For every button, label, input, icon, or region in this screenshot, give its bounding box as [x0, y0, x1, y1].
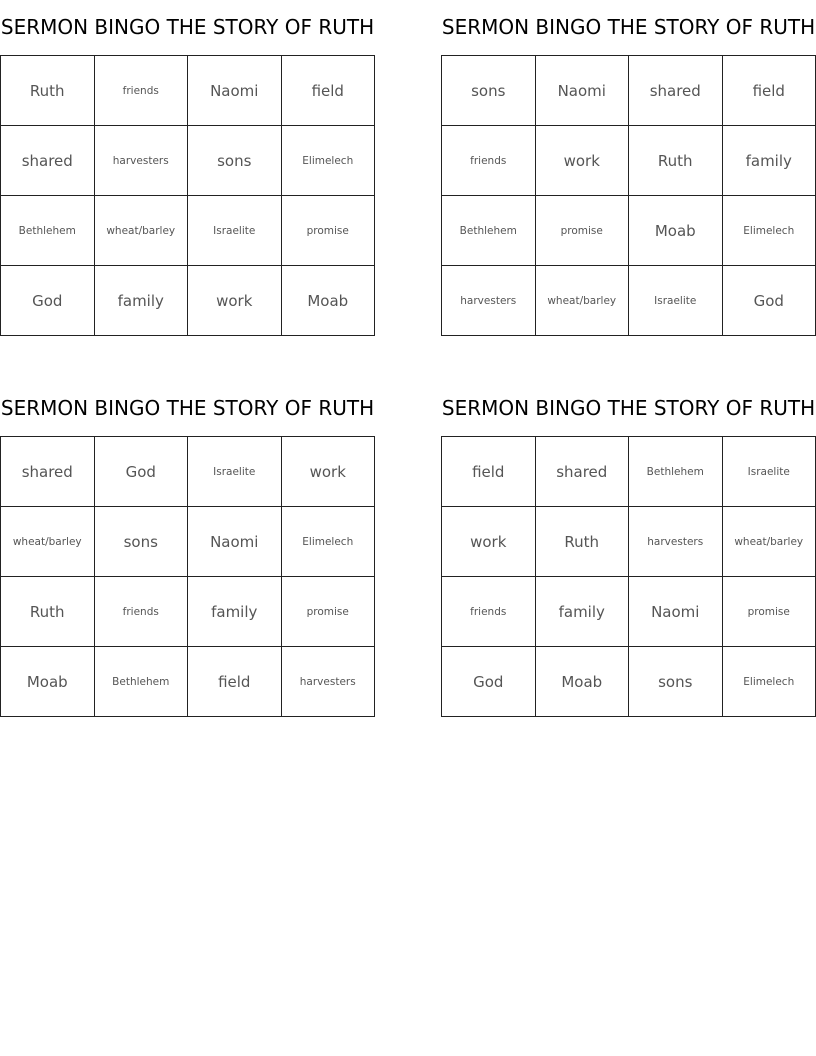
card-title: SERMON BINGO THE STORY OF RUTH — [441, 15, 816, 39]
bingo-cell: promise — [282, 577, 376, 647]
bingo-cell: Naomi — [188, 56, 282, 126]
bingo-cell: God — [1, 266, 95, 336]
bingo-cell: Bethlehem — [1, 196, 95, 266]
bingo-card-3 — [0, 381, 375, 717]
bingo-cell: God — [442, 647, 536, 717]
bingo-cell: Elimelech — [282, 126, 376, 196]
bingo-cell: work — [536, 126, 630, 196]
bingo-cell: Israelite — [629, 266, 723, 336]
bingo-cell: Elimelech — [282, 507, 376, 577]
bingo-cell: Israelite — [188, 437, 282, 507]
bingo-grid — [0, 436, 375, 717]
bingo-cell: Elimelech — [723, 647, 816, 717]
bingo-cell: shared — [629, 56, 723, 126]
bingo-cell: field — [442, 437, 536, 507]
bingo-cell: Ruth — [1, 577, 95, 647]
bingo-cell: field — [282, 56, 376, 126]
bingo-cell: shared — [1, 437, 95, 507]
card-title: SERMON BINGO THE STORY OF RUTH — [0, 396, 375, 420]
bingo-grid — [441, 55, 816, 336]
bingo-cell: Moab — [629, 196, 723, 266]
bingo-cell: Bethlehem — [442, 196, 536, 266]
bingo-cell: wheat/barley — [1, 507, 95, 577]
bingo-cell: sons — [95, 507, 189, 577]
bingo-cell: promise — [723, 577, 816, 647]
bingo-cell: shared — [1, 126, 95, 196]
bingo-grid — [441, 436, 816, 717]
bingo-cell: Bethlehem — [95, 647, 189, 717]
bingo-cell: harvesters — [95, 126, 189, 196]
bingo-cell: Ruth — [629, 126, 723, 196]
bingo-cell: Bethlehem — [629, 437, 723, 507]
bingo-cell: promise — [282, 196, 376, 266]
bingo-cell: work — [282, 437, 376, 507]
bingo-cell: harvesters — [282, 647, 376, 717]
bingo-cell: Ruth — [536, 507, 630, 577]
bingo-cell: promise — [536, 196, 630, 266]
bingo-cell: harvesters — [442, 266, 536, 336]
bingo-card-4 — [441, 381, 816, 717]
card-title: SERMON BINGO THE STORY OF RUTH — [0, 15, 375, 39]
bingo-cell: friends — [442, 126, 536, 196]
bingo-cell: God — [95, 437, 189, 507]
bingo-cell: family — [188, 577, 282, 647]
bingo-cell: Moab — [536, 647, 630, 717]
bingo-cell: work — [442, 507, 536, 577]
bingo-cell: family — [536, 577, 630, 647]
bingo-cell: sons — [629, 647, 723, 717]
bingo-cell: friends — [95, 56, 189, 126]
bingo-cell: Moab — [1, 647, 95, 717]
bingo-cell: Naomi — [629, 577, 723, 647]
bingo-cell: Elimelech — [723, 196, 816, 266]
bingo-cell: Naomi — [188, 507, 282, 577]
bingo-cell: friends — [95, 577, 189, 647]
bingo-cell: Ruth — [1, 56, 95, 126]
bingo-grid — [0, 55, 375, 336]
bingo-cell: field — [723, 56, 816, 126]
bingo-cell: wheat/barley — [536, 266, 630, 336]
bingo-cell: shared — [536, 437, 630, 507]
bingo-cell: family — [95, 266, 189, 336]
bingo-cell: Naomi — [536, 56, 630, 126]
bingo-cell: God — [723, 266, 816, 336]
bingo-card-1 — [0, 0, 375, 336]
bingo-cell: wheat/barley — [723, 507, 816, 577]
bingo-cell: friends — [442, 577, 536, 647]
bingo-cell: Israelite — [723, 437, 816, 507]
bingo-cell: harvesters — [629, 507, 723, 577]
bingo-cell: family — [723, 126, 816, 196]
bingo-cell: Moab — [282, 266, 376, 336]
bingo-cell: sons — [188, 126, 282, 196]
bingo-cell: work — [188, 266, 282, 336]
bingo-cell: wheat/barley — [95, 196, 189, 266]
card-title: SERMON BINGO THE STORY OF RUTH — [441, 396, 816, 420]
bingo-card-2 — [441, 0, 816, 336]
bingo-cell: Israelite — [188, 196, 282, 266]
bingo-cell: field — [188, 647, 282, 717]
bingo-cell: sons — [442, 56, 536, 126]
